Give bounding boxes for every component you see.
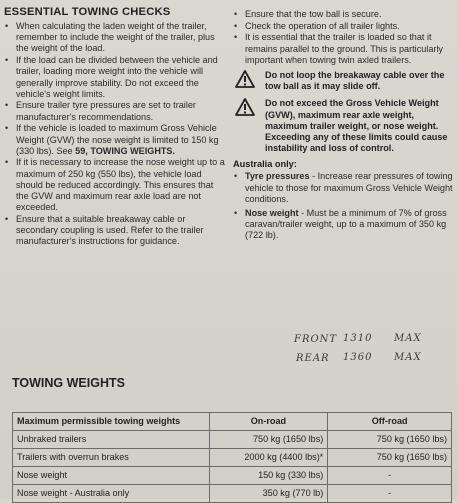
list-item: • Ensure that the tow ball is secure. [233,9,455,20]
table-header-row [13,413,452,431]
table-row [13,485,452,503]
handwritten-rear-max: MAX [394,352,422,363]
table-cell: Unbraked trailers [13,431,210,449]
warning-weight-limits [233,98,455,154]
warning-text: Do not loop the breakaway cable over the tow ball as it may slide off. [265,70,445,92]
table-cell: Nose weight - Australia only [13,485,210,503]
right-column [233,9,455,242]
table-cell: - [328,467,452,485]
list-item [233,208,455,242]
table-cell: 750 kg (1650 lbs) [209,431,328,449]
handwritten-front-value: 1310 [343,333,373,344]
australia-list [233,171,455,241]
australia-heading: Australia only: [233,159,297,170]
list-item: • Ensure that a suitable breakaway cable or secondary coupling is used. Refer to the trailer manufacturer's instructions for guidance. [4,214,228,248]
handwritten-front-label: FRONT [294,334,338,345]
item-text: - Must be a minimum of 7% of gross caravan/trailer weight, up to a maximum of 350 kg (722 lb). [245,208,447,241]
warning-text: Do not exceed the Gross Vehicle Weight (GVW), maximum rear axle weight, maximum trailer weight, or nose weight. Exceeding any of these limits could cause instability and loss of control. [265,98,448,154]
list-item: • If it is necessary to increase the nose weight up to a maximum of 250 kg (550 lbs), the vehicle load should be reduced accordingly. This ensures that the GVW and maximum rear axle load are not exceeded. [4,157,228,213]
table-cell: 350 kg (770 lb) [209,485,328,503]
table-row [13,449,452,467]
table-cell: 750 kg (1650 lbs) [328,449,452,467]
list-item [4,123,228,157]
handwritten-rear-label: REAR [296,353,330,364]
list-item: • Ensure trailer tyre pressures are set to trailer manufacturer's recommendations. [4,100,228,122]
warning-triangle-icon [235,70,255,88]
item-text: - Increase rear pressures of towing vehicle to those for maximum Gross Vehicle Weight conditions. [245,171,453,204]
warning-triangle-icon [235,98,255,116]
table-cell: Trailers with overrun brakes [13,449,210,467]
handwritten-rear-value: 1360 [343,352,373,363]
table-cell: - [328,485,452,503]
item-label: Nose weight [245,208,299,219]
column-header: Off-road [328,413,452,431]
column-header: On-road [209,413,328,431]
table-cell: 150 kg (330 lbs) [209,467,328,485]
column-header: Maximum permissible towing weights [13,413,210,431]
list-item: • Check the operation of all trailer lights. [233,21,455,32]
warning-breakaway-cable [233,70,455,92]
list-item-text: If the vehicle is loaded to maximum Gross Vehicle Weight (GVW) the nose weight is limited to 150 kg (330 lbs). See [16,123,219,156]
towing-weights-heading: TOWING WEIGHTS [12,376,125,390]
table-row [13,467,452,485]
list-item: • When calculating the laden weight of the trailer, remember to include the weight of the trailer, plus the weight of the load. [4,21,228,55]
towing-checks-list-continued [233,9,455,66]
table-cell: Nose weight [13,467,210,485]
table-cell: 750 kg (1650 lbs) [328,431,452,449]
handwritten-front-max: MAX [394,333,422,344]
towing-checks-list [4,21,228,248]
section-heading-towing-checks: ESSENTIAL TOWING CHECKS [4,6,171,18]
list-item [233,171,455,205]
table-row [13,431,452,449]
table-cell: 2000 kg (4400 lbs)* [209,449,328,467]
list-item: • It is essential that the trailer is loaded so that it remains parallel to the ground. This is particularly important when towing twin axled trailers. [233,32,455,66]
left-column [4,6,228,248]
list-item: • If the load can be divided between the vehicle and trailer, loading more weight into the vehicle will generally improve stability. Do not exceed the vehicle's weight limits. [4,55,228,100]
towing-weights-table [12,412,452,503]
item-label: Tyre pressures [245,171,310,182]
cross-reference-link[interactable]: 59, TOWING WEIGHTS. [75,145,176,156]
